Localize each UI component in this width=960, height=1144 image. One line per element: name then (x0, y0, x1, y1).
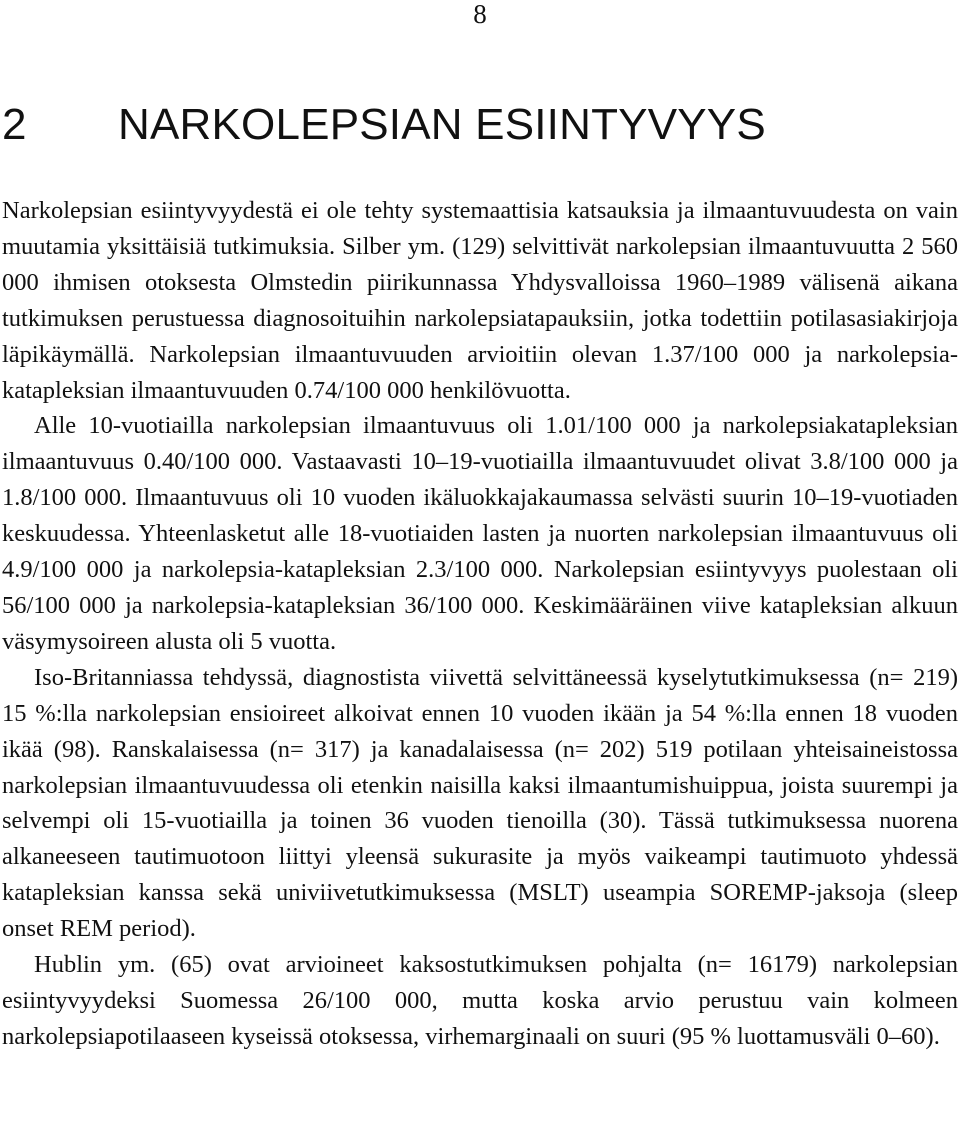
page-number: 8 (473, 0, 487, 29)
chapter-number: 2 (2, 100, 27, 149)
chapter-title: NARKOLEPSIAN ESIINTYVYYS (118, 100, 766, 149)
paragraph: Hublin ym. (65) ovat arvioineet kaksostutkimuksen pohjalta (n= 16179) narkolepsian esiintyvyydeksi Suomessa 26/100 000, mutta koska arvio perustuu vain kolmeen narkolepsiapotilaaseen kyseissä otoksessa, virhemarginaali on suuri (95 % luottamusväli 0–60). (2, 951, 958, 1050)
body-text (2, 193, 958, 1055)
paragraph: Narkolepsian esiintyvyydestä ei ole tehty systemaattisia katsauksia ja ilmaantuvuudesta on vain muutamia yksittäisiä tutkimuksia. Silber ym. (129) selvittivät narkolepsian ilmaantuvuutta 2 560 000 ihmisen otoksesta Olmstedin piirikunnassa Yhdysvalloissa 1960–1989 välisenä aikana tutkimuksen perustuessa diagnosoituihin narkolepsiatapauksiin, jotka todettiin potilasasiakirjoja läpikäymällä. Narkolepsian ilmaantuvuuden arvioitiin olevan 1.37/100 000 ja narkolepsia-katapleksian ilmaantuvuuden 0.74/100 000 henkilövuotta. (2, 197, 958, 404)
paragraph: Iso-Britanniassa tehdyssä, diagnostista viivettä selvittäneessä kyselytutkimuksessa (n= 219) 15 %:lla narkolepsian ensioireet alkoivat ennen 10 vuoden ikään ja 54 %:lla ennen 18 vuoden ikää (98). Ranskalaisessa (n= 317) ja kanadalaisessa (n= 202) 519 potilaan yhteisaineistossa narkolepsian ilmaantuvuudessa oli etenkin naisilla kaksi ilmaantumishuippua, joista suurempi ja selvempi oli 15-vuotiailla ja toinen 36 vuoden tienoilla (30). Tässä tutkimuksessa nuorena alkaneeseen tautimuotoon liittyi yleensä sukurasite ja myös vaikeampi tautimuoto yhdessä katapleksian kanssa sekä univiivetutkimuksessa (MSLT) useampia SOREMP-jaksoja (sleep onset REM period). (2, 663, 958, 943)
paragraph: Alle 10-vuotiailla narkolepsian ilmaantuvuus oli 1.01/100 000 ja narkolepsiakatapleksian ilmaantuvuus 0.40/100 000. Vastaavasti 10–19-vuotiailla ilmaantuvuudet olivat 3.8/100 000 ja 1.8/100 000. Ilmaantuvuus oli 10 vuoden ikäluokkajakaumassa selvästi suurin 10–19-vuotiaden keskuudessa. Yhteenlasketut alle 18-vuotiaiden lasten ja nuorten narkolepsian ilmaantuvuus oli 4.9/100 000 ja narkolepsia-katapleksian 2.3/100 000. Narkolepsian esiintyvyys puolestaan oli 56/100 000 ja narkolepsia-katapleksian 36/100 000. Keskimääräinen viive katapleksian alkuun väsymysoireen alusta oli 5 vuotta. (2, 412, 958, 655)
chapter-heading (2, 98, 766, 152)
